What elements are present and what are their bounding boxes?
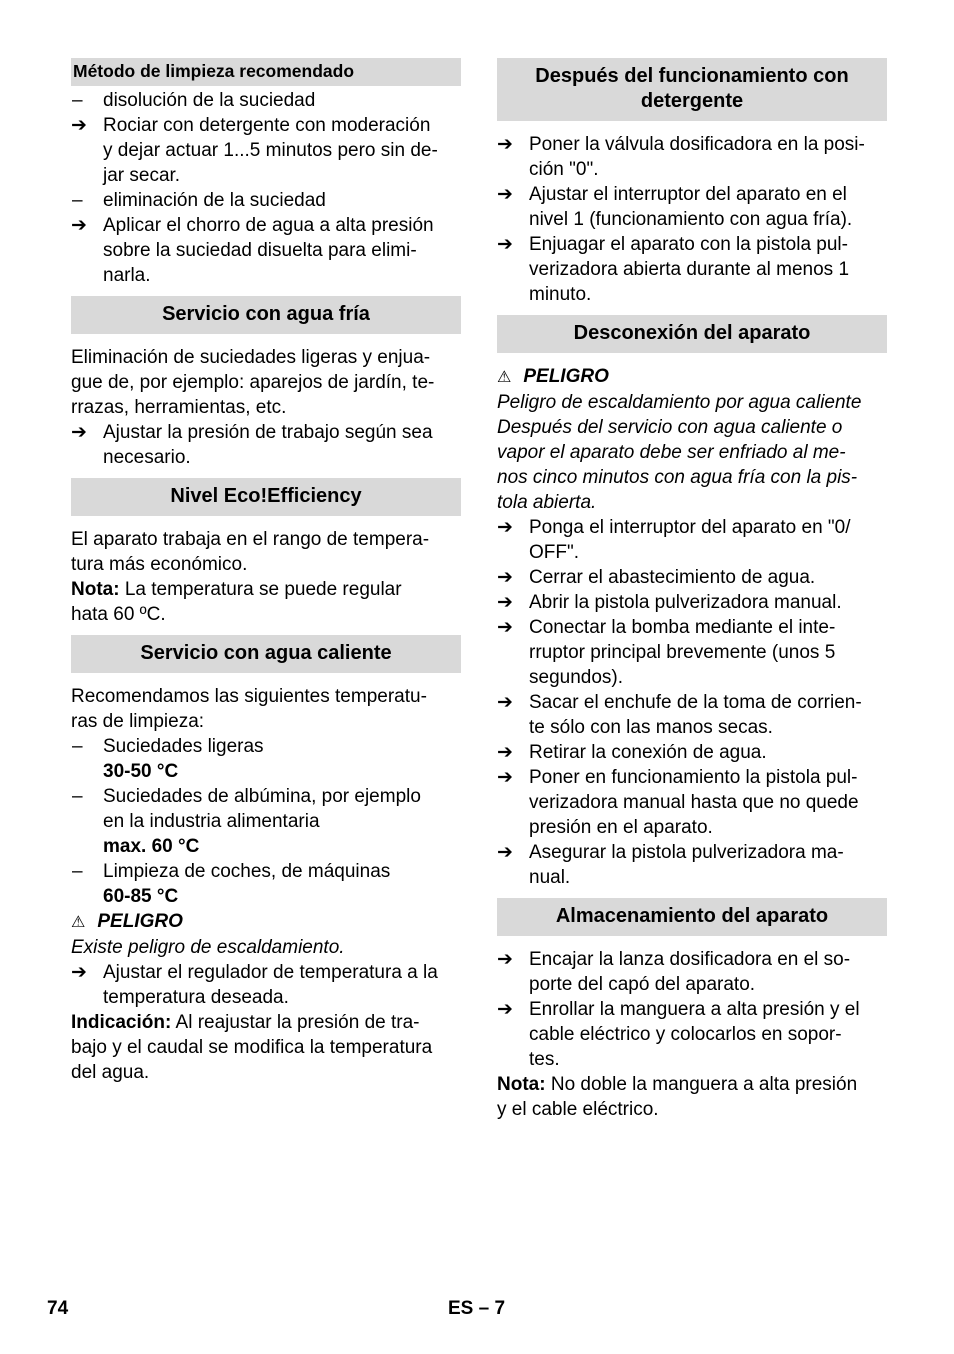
page-number: 74 (47, 1298, 69, 1319)
note-label: Indicación: (71, 1012, 172, 1033)
arrow-icon: ➔ (497, 949, 513, 970)
warning-label: PELIGRO (97, 911, 183, 932)
list-item: ➔ Ajustar el regulador de temperatura a la temperatura deseada. (71, 962, 438, 1008)
list-item: ➔ Enrollar la manguera a alta presión y el cable eléctrico y colocarlos en sopor- tes. (497, 999, 860, 1070)
arrow-icon: ➔ (497, 842, 513, 863)
list-item: ➔ Aplicar el chorro de agua a alta presión sobre la suciedad disuelta para elimi- narla. (71, 215, 434, 286)
section-heading-despues: Después del funcionamiento con detergente (497, 58, 887, 121)
warning-text: Peligro de escaldamiento por agua caliente Después del servicio con agua caliente o vapor el aparato debe ser enfriado al me- nos cinco minutos con agua fría con la pis- tola abierta. (497, 392, 862, 513)
list-item: ➔ Poner la válvula dosificadora en la posi- ción "0". (497, 134, 865, 180)
list-item: ➔ Rociar con detergente con moderación y dejar actuar 1...5 minutos pero sin de- jar secar. (71, 115, 438, 186)
section-heading-agua-fria: Servicio con agua fría (71, 296, 461, 334)
arrow-icon: ➔ (497, 617, 513, 638)
note (71, 577, 461, 627)
note-text: No doble la manguera a alta presión y el cable eléctrico. (497, 1074, 858, 1120)
list-item: ➔ Conectar la bomba mediante el inte- rruptor principal brevemente (unos 5 segundos). (497, 617, 836, 688)
list-item: ➔ Poner en funcionamiento la pistola pul- verizadora manual hasta que no quede presión en el aparato. (497, 767, 859, 838)
list-item: – Suciedades de albúmina, por ejemplo en la industria alimentaria max. 60 °C (71, 784, 461, 859)
list-item: ➔ Asegurar la pistola pulverizadora ma- nual. (497, 842, 844, 888)
list-item: – eliminación de la suciedad (72, 190, 326, 211)
warning-text: Existe peligro de escaldamiento. (71, 937, 345, 958)
note-text: La temperatura se puede regular hata 60 ºC. (71, 579, 402, 625)
note (71, 1010, 461, 1085)
list-item: ➔ Sacar el enchufe de la toma de corrien- te sólo con las manos secas. (497, 692, 862, 738)
arrow-icon: ➔ (497, 592, 513, 613)
arrow-icon: ➔ (71, 962, 87, 983)
dash-marker: – (72, 786, 83, 807)
section-heading-desconexion: Desconexión del aparato (497, 315, 887, 353)
list-item: ➔ Ponga el interruptor del aparato en "0/ OFF". (497, 517, 851, 563)
warning-triangle-icon: ⚠ (497, 369, 512, 386)
list-item: ➔ Cerrar el abastecimiento de agua. (497, 567, 816, 588)
warning-heading (71, 909, 461, 935)
arrow-icon: ➔ (497, 184, 513, 205)
temperature-value: max. 60 °C (103, 836, 200, 857)
warning-heading (497, 364, 887, 390)
note-label: Nota: (497, 1074, 546, 1095)
left-column (71, 58, 461, 1085)
list-item: ➔ Abrir la pistola pulverizadora manual. (497, 592, 842, 613)
dash-marker: – (72, 90, 83, 111)
list-item: ➔ Ajustar la presión de trabajo según sea necesario. (71, 422, 433, 468)
arrow-icon: ➔ (71, 215, 87, 236)
list-item: ➔ Ajustar el interruptor del aparato en el nivel 1 (funcionamiento con agua fría). (497, 184, 853, 230)
paragraph: Recomendamos las siguientes temperatu- ras de limpieza: (71, 686, 427, 732)
section-heading-eco: Nivel Eco!Efficiency (71, 478, 461, 516)
section-heading-almacenamiento: Almacenamiento del aparato (497, 898, 887, 936)
section-heading-agua-caliente: Servicio con agua caliente (71, 635, 461, 673)
arrow-icon: ➔ (497, 767, 513, 788)
list-item: – Limpieza de coches, de máquinas 60-85 °C (71, 859, 461, 909)
list-item: ➔ Encajar la lanza dosificadora en el so- porte del capó del aparato. (497, 949, 851, 995)
arrow-icon: ➔ (497, 567, 513, 588)
warning-triangle-icon: ⚠ (71, 914, 86, 931)
temperature-value: 60-85 °C (103, 886, 179, 907)
dash-marker: – (72, 861, 83, 882)
warning-label: PELIGRO (523, 366, 609, 387)
note (497, 1072, 887, 1122)
arrow-icon: ➔ (497, 742, 513, 763)
list-item: – disolución de la suciedad (72, 90, 316, 111)
arrow-icon: ➔ (497, 999, 513, 1020)
arrow-icon: ➔ (497, 692, 513, 713)
temperature-value: 30-50 °C (103, 761, 179, 782)
dash-marker: – (72, 736, 83, 757)
dash-marker: – (72, 190, 83, 211)
list-metodo (71, 88, 461, 288)
list-item: – Suciedades ligeras 30-50 °C (71, 734, 461, 784)
arrow-icon: ➔ (71, 115, 87, 136)
note-text: Al reajustar la presión de tra- bajo y el caudal se modifica la temperatura del agua. (71, 1012, 433, 1083)
paragraph: Eliminación de suciedades ligeras y enjua- gue de, por ejemplo: aparejos de jardín, te- rrazas, herramientas, etc. (71, 347, 435, 418)
right-column (497, 58, 887, 1122)
arrow-icon: ➔ (497, 134, 513, 155)
section-page-label: ES – 7 (448, 1298, 506, 1319)
list-item: ➔ Enjuagar el aparato con la pistola pul- verizadora abierta durante al menos 1 minuto. (497, 234, 850, 305)
arrow-icon: ➔ (497, 517, 513, 538)
paragraph: El aparato trabaja en el rango de tempera- tura más económico. (71, 529, 430, 575)
arrow-icon: ➔ (497, 234, 513, 255)
note-label: Nota: (71, 579, 120, 600)
list-item: ➔ Retirar la conexión de agua. (497, 742, 767, 763)
arrow-icon: ➔ (71, 422, 87, 443)
section-heading-metodo: Método de limpieza recomendado (71, 58, 461, 86)
